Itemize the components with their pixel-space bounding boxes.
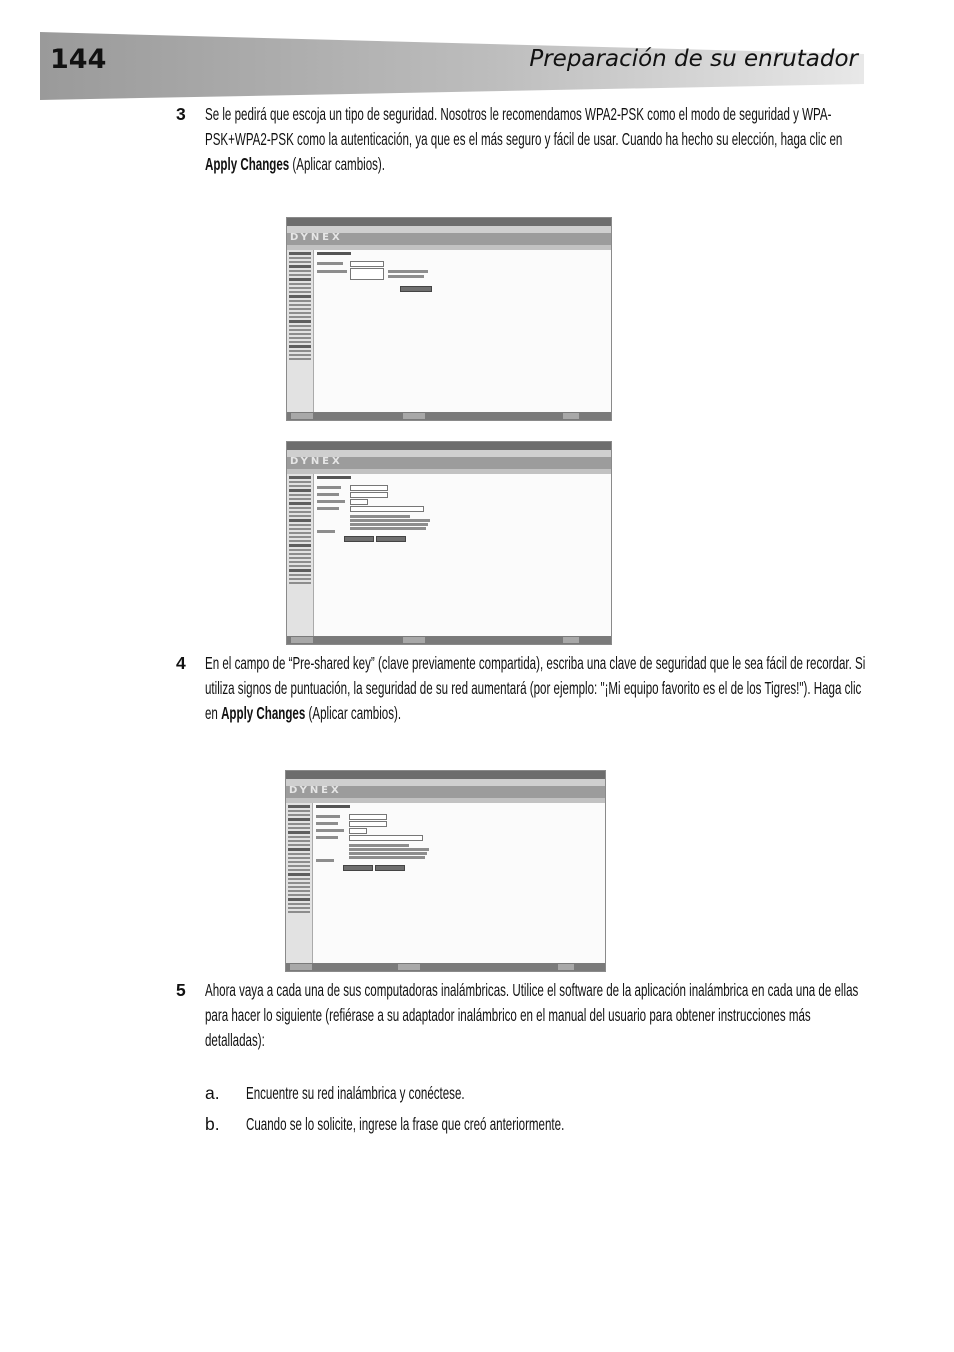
router-screenshot-security-mode xyxy=(286,217,612,421)
step-text: Se le pedirá que escoja un tipo de seguridad. Nosotros le recomendamos WPA2-PSK como el modo de seguridad y WPA-PSK+WPA2-PSK como la autenticación, ya que es el más seguro y fácil de usar. Cuando ha hecho su elección, haga clic en Apply Changes (Aplicar cambios). xyxy=(205,104,843,174)
step-4 xyxy=(176,651,866,751)
substep-text: Encuentre su red inalámbrica y conéctese. xyxy=(246,1083,465,1103)
router-screenshot-wpa-settings xyxy=(286,441,612,645)
apply-changes-label: Apply Changes xyxy=(205,154,290,174)
substep-letter: b. xyxy=(205,1114,220,1134)
running-head: Preparación de su enrutador xyxy=(529,46,858,72)
apply-changes-label: Apply Changes xyxy=(221,703,306,723)
step-3 xyxy=(176,102,866,202)
dynex-logo: DYNEX xyxy=(290,456,343,467)
substep-letter: a. xyxy=(205,1083,220,1103)
step-text: En el campo de “Pre-shared key” (clave previamente compartida), escriba una clave de seguridad que le sea fácil de recordar. Si utiliza signos de puntuación, la seguridad de su red aumentará (por ejemplo: "¡Mi equipo favorito es el de los Tigres!"). Haga clic en Apply Changes (Aplicar cambios). xyxy=(205,653,866,723)
dynex-logo: DYNEX xyxy=(289,785,342,796)
dynex-logo: DYNEX xyxy=(290,232,343,243)
router-screenshot-pre-shared-key xyxy=(285,770,606,972)
step-number: 5 xyxy=(176,980,186,1000)
step-number: 3 xyxy=(176,104,186,124)
step-number: 4 xyxy=(176,653,186,673)
step-5 xyxy=(176,978,866,1078)
step-text: Ahora vaya a cada una de sus computadoras inalámbricas. Utilice el software de la aplicación inalámbrica en cada una de ellas para hacer lo siguiente (refiérase a su adaptador inalámbrico en el manual del usuario para obtener instrucciones más detalladas): xyxy=(205,980,859,1050)
page-number: 144 xyxy=(50,44,107,75)
substep-text: Cuando se lo solicite, ingrese la frase que creó anteriormente. xyxy=(246,1114,565,1134)
